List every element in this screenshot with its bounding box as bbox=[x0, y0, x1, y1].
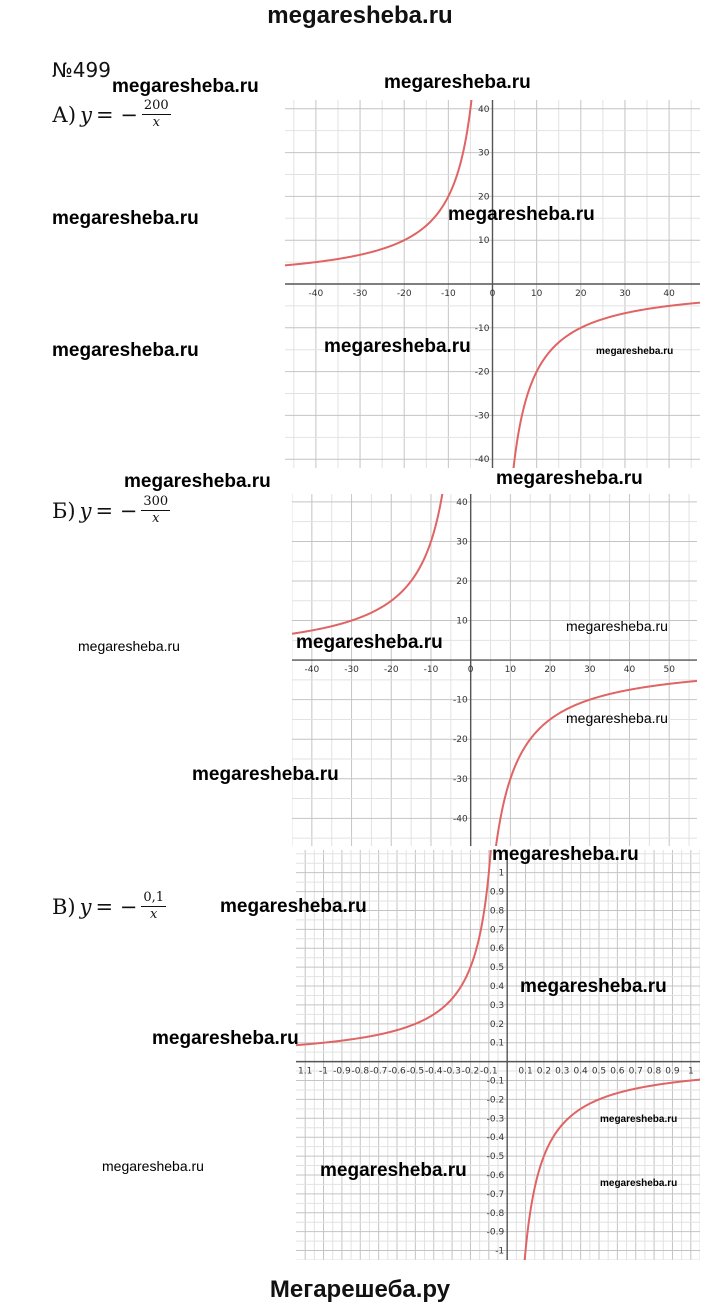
watermark: megaresheba.ru bbox=[566, 618, 668, 634]
x-tick-label: -30 bbox=[352, 289, 368, 299]
formula-sign: = − bbox=[95, 498, 138, 523]
y-tick-label: 40 bbox=[456, 497, 468, 508]
formula-denominator: x bbox=[152, 511, 160, 526]
y-tick-label: 30 bbox=[456, 537, 468, 548]
x-tick-label: -20 bbox=[383, 665, 399, 676]
formula-lhs: y bbox=[80, 102, 92, 127]
y-tick-label: -20 bbox=[474, 367, 490, 378]
formula-sign: = − bbox=[95, 894, 138, 919]
y-tick-label: 0.5 bbox=[489, 963, 505, 974]
x-tick-label: 0.8 bbox=[646, 1066, 662, 1077]
y-tick-label: -10 bbox=[452, 695, 468, 706]
y-tick-label: 10 bbox=[478, 236, 490, 247]
x-tick-label: 20 bbox=[544, 665, 556, 676]
formula-fraction bbox=[142, 98, 171, 131]
x-tick-label: -0.8 bbox=[351, 1066, 370, 1077]
watermark: megaresheba.ru bbox=[384, 72, 531, 93]
x-tick-label: -0.1 bbox=[480, 1066, 498, 1077]
watermark: megaresheba.ru bbox=[320, 1160, 467, 1181]
x-tick-label: -10 bbox=[440, 289, 456, 299]
watermark: megaresheba.ru bbox=[112, 76, 259, 97]
x-tick-label: -0.9 bbox=[333, 1066, 351, 1077]
watermark: megaresheba.ru bbox=[52, 208, 199, 229]
x-tick-label: -0.6 bbox=[388, 1066, 406, 1077]
x-tick-label: 0 bbox=[467, 665, 474, 676]
x-tick-label: 40 bbox=[623, 665, 636, 676]
watermark: megaresheba.ru bbox=[496, 468, 643, 489]
y-tick-label: 0.4 bbox=[489, 982, 505, 993]
y-tick-label: -30 bbox=[474, 411, 490, 422]
curve-branch-left bbox=[296, 850, 495, 1045]
y-tick-label: -1 bbox=[495, 1246, 505, 1257]
watermark: megaresheba.ru bbox=[520, 976, 667, 997]
graph-b bbox=[292, 494, 697, 846]
x-tick-label: 0.7 bbox=[628, 1066, 643, 1077]
x-tick-label: 1 bbox=[687, 1066, 694, 1077]
y-tick-label: -0.4 bbox=[486, 1133, 505, 1144]
y-tick-label: -0.1 bbox=[486, 1076, 505, 1087]
y-tick-label: -0.9 bbox=[486, 1227, 505, 1238]
formula-fraction bbox=[141, 890, 166, 923]
x-tick-label: -40 bbox=[308, 289, 324, 299]
formula-label: В) bbox=[52, 894, 76, 919]
x-tick-label: 0.5 bbox=[591, 1066, 607, 1077]
y-tick-label: -0.5 bbox=[486, 1152, 505, 1163]
y-tick-label: 30 bbox=[478, 148, 490, 159]
watermark: megaresheba.ru bbox=[102, 1158, 204, 1174]
watermark: megaresheba.ru bbox=[192, 764, 339, 785]
y-tick-label: -0.6 bbox=[486, 1170, 505, 1181]
y-tick-label: -40 bbox=[452, 814, 468, 825]
y-tick-label: 0.7 bbox=[489, 925, 505, 936]
x-tick-label: 50 bbox=[663, 665, 675, 676]
watermark: megaresheba.ru bbox=[52, 340, 199, 361]
x-tick-label: -10 bbox=[423, 665, 439, 676]
y-tick-label: 0.1 bbox=[489, 1038, 505, 1049]
formula-c bbox=[52, 890, 166, 923]
x-tick-label: -0.4 bbox=[424, 1066, 443, 1077]
y-tick-label: 0.2 bbox=[489, 1019, 505, 1030]
formula-b bbox=[52, 494, 170, 527]
x-tick-label: 0.3 bbox=[555, 1066, 570, 1077]
y-tick-label: -0.8 bbox=[486, 1208, 505, 1219]
watermark: megaresheba.ru bbox=[124, 471, 271, 492]
y-tick-label: 20 bbox=[456, 577, 468, 588]
x-tick-label: 10 bbox=[504, 665, 517, 676]
watermark: megaresheba.ru bbox=[448, 204, 595, 225]
x-tick-label: 10 bbox=[530, 289, 543, 299]
x-tick-label: 0.1 bbox=[518, 1066, 533, 1077]
site-footer-title: Мегарешеба.ру bbox=[269, 1276, 451, 1303]
formula-sign: = − bbox=[95, 102, 138, 127]
site-header-title: megaresheba.ru bbox=[267, 2, 453, 29]
formula-label: Б) bbox=[52, 498, 76, 523]
y-tick-label: 40 bbox=[478, 104, 490, 115]
watermark: megaresheba.ru bbox=[324, 336, 471, 357]
x-tick-label: -40 bbox=[304, 665, 320, 676]
y-tick-label: -0.2 bbox=[486, 1095, 505, 1106]
x-tick-label: 40 bbox=[663, 289, 675, 299]
y-tick-label: -30 bbox=[452, 774, 468, 785]
graph-a bbox=[285, 100, 700, 468]
formula-numerator: 200 bbox=[143, 98, 169, 113]
formula-denominator: x bbox=[150, 907, 158, 922]
x-tick-label: 0 bbox=[489, 289, 496, 299]
formula-numerator: 0,1 bbox=[143, 890, 165, 905]
formula-lhs: y bbox=[79, 498, 92, 523]
watermark: megaresheba.ru bbox=[566, 710, 668, 726]
y-tick-label: 1 bbox=[498, 868, 505, 879]
y-tick-label: 0.9 bbox=[489, 887, 505, 898]
y-tick-label: -0.3 bbox=[486, 1114, 505, 1125]
y-tick-label: -10 bbox=[474, 323, 490, 334]
x-tick-label: 0.4 bbox=[573, 1066, 588, 1077]
x-tick-label: -0.5 bbox=[406, 1066, 425, 1077]
formula-denominator: x bbox=[152, 115, 160, 130]
y-tick-label: 20 bbox=[478, 192, 490, 203]
x-tick-label: -1 bbox=[319, 1066, 329, 1077]
y-tick-label: 0.8 bbox=[489, 906, 505, 917]
watermark: megaresheba.ru bbox=[492, 844, 639, 865]
x-tick-label: 20 bbox=[575, 289, 587, 299]
formula-lhs: y bbox=[79, 894, 92, 919]
watermark: megaresheba.ru bbox=[296, 632, 443, 653]
watermark: megaresheba.ru bbox=[78, 638, 180, 654]
x-tick-label: 0.2 bbox=[536, 1066, 552, 1077]
y-tick-label: -0.7 bbox=[486, 1189, 505, 1200]
y-tick-label: 0.6 bbox=[489, 944, 505, 955]
x-tick-label: 30 bbox=[584, 665, 596, 676]
x-tick-label: -30 bbox=[344, 665, 359, 676]
y-tick-label: -20 bbox=[452, 735, 468, 746]
x-tick-label: 0.6 bbox=[610, 1066, 625, 1077]
formula-a bbox=[52, 98, 171, 131]
formula-numerator: 300 bbox=[143, 494, 169, 509]
curve-branch-right bbox=[489, 681, 697, 846]
x-tick-label: -20 bbox=[396, 289, 412, 299]
x-tick-label: 0.9 bbox=[665, 1066, 680, 1077]
y-tick-label: 0.3 bbox=[489, 1000, 505, 1011]
x-tick-label: -0.7 bbox=[369, 1066, 388, 1077]
y-tick-label: -40 bbox=[474, 455, 490, 466]
watermark: megaresheba.ru bbox=[220, 896, 367, 917]
problem-number: №499 bbox=[52, 58, 111, 82]
x-tick-label: 1.1 bbox=[298, 1066, 313, 1077]
watermark: megaresheba.ru bbox=[600, 1178, 678, 1189]
x-tick-label: 30 bbox=[619, 289, 631, 299]
x-tick-label: -0.2 bbox=[461, 1066, 480, 1077]
y-tick-label: 10 bbox=[456, 616, 468, 627]
formula-label: А) bbox=[52, 102, 77, 127]
watermark: megaresheba.ru bbox=[596, 346, 674, 357]
watermark: megaresheba.ru bbox=[152, 1028, 299, 1049]
watermark: megaresheba.ru bbox=[600, 1114, 678, 1125]
formula-fraction bbox=[141, 494, 170, 527]
x-tick-label: -0.3 bbox=[443, 1066, 461, 1077]
